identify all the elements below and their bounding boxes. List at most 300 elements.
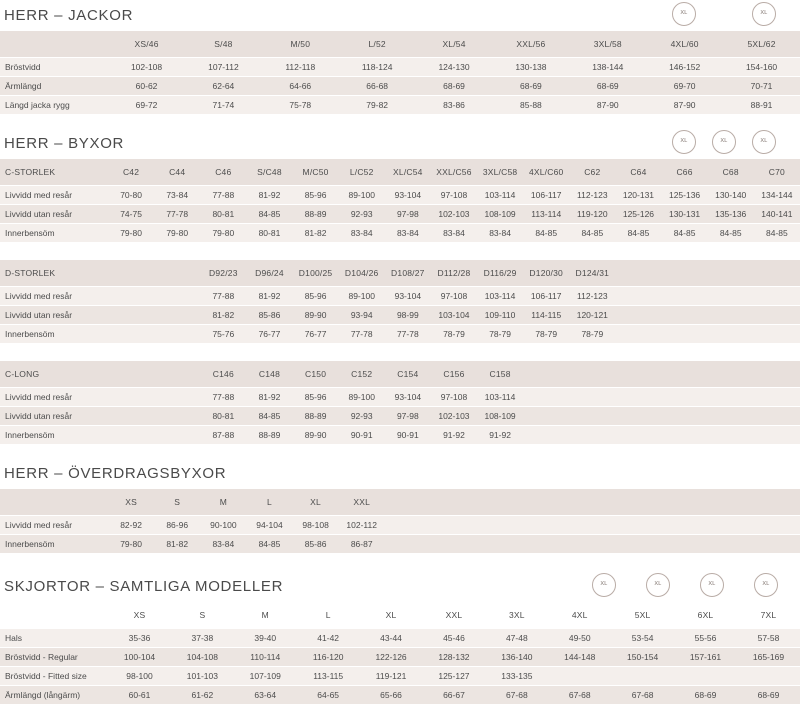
cell: 35-36 [108, 629, 171, 648]
table-header-row [0, 489, 800, 516]
cell [477, 516, 523, 535]
cell: 89-90 [293, 306, 339, 325]
row-label: Bröstvidd - Fitted size [0, 667, 108, 686]
cell: 84-85 [662, 224, 708, 243]
table-row [0, 667, 800, 686]
cell [737, 667, 800, 686]
row-label: Bröstvidd - Regular [0, 648, 108, 667]
cell: 87-90 [646, 96, 723, 115]
cell: 79-80 [108, 224, 154, 243]
col-head: XL [293, 489, 339, 516]
cell: 88-89 [246, 426, 292, 445]
col-head: XXL/56 [492, 31, 569, 58]
cell: 113-114 [523, 205, 569, 224]
cell [754, 426, 800, 445]
cell: 109-110 [477, 306, 523, 325]
cell: 89-90 [293, 426, 339, 445]
cell [708, 388, 754, 407]
col-head: D-STORLEK [0, 260, 108, 287]
cell: 63-64 [234, 686, 297, 704]
size-badge-icon [672, 2, 696, 26]
cell: 78-79 [477, 325, 523, 344]
cell [611, 667, 674, 686]
col-head: D108/27 [385, 260, 431, 287]
cell: 84-85 [523, 224, 569, 243]
cell [431, 535, 477, 554]
row-label: Innerbensöm [0, 426, 108, 445]
cell: 84-85 [615, 224, 661, 243]
cell: 75-76 [200, 325, 246, 344]
cell: 69-72 [108, 96, 185, 115]
cell [615, 287, 661, 306]
cell: 108-109 [477, 407, 523, 426]
cell: 103-114 [477, 287, 523, 306]
cell: 76-77 [293, 325, 339, 344]
cell: 57-58 [737, 629, 800, 648]
cell [477, 535, 523, 554]
cell: 146-152 [646, 58, 723, 77]
cell: 45-46 [423, 629, 486, 648]
cell: 112-123 [569, 287, 615, 306]
table-row [0, 325, 800, 344]
cell: 103-104 [431, 306, 477, 325]
cell: 77-88 [200, 186, 246, 205]
cell: 85-96 [293, 287, 339, 306]
cell: 85-86 [293, 535, 339, 554]
cell: 66-67 [423, 686, 486, 704]
cell: 103-114 [477, 186, 523, 205]
cell: 68-69 [416, 77, 493, 96]
cell: 102-103 [431, 205, 477, 224]
cell: 97-98 [385, 407, 431, 426]
col-head: C70 [754, 159, 800, 186]
cell: 138-144 [569, 58, 646, 77]
cell: 107-112 [185, 58, 262, 77]
cell: 77-88 [200, 388, 246, 407]
cell: 84-85 [754, 224, 800, 243]
col-head [569, 489, 615, 516]
cell: 77-78 [154, 205, 200, 224]
table-herr-overdragsbyxor [0, 489, 800, 553]
cell: 86-96 [154, 516, 200, 535]
section-herr-overdragsbyxor [0, 458, 800, 489]
cell [548, 667, 611, 686]
cell: 113-115 [297, 667, 360, 686]
cell [523, 535, 569, 554]
col-head: XL/C54 [385, 159, 431, 186]
cell: 67-68 [611, 686, 674, 704]
cell: 62-64 [185, 77, 262, 96]
section-herr-jackor [0, 0, 800, 31]
col-head: L/C52 [339, 159, 385, 186]
col-head: 4XL/C60 [523, 159, 569, 186]
row-label: Livvidd utan resår [0, 407, 108, 426]
cell [569, 516, 615, 535]
cell: 93-94 [339, 306, 385, 325]
cell: 89-100 [339, 287, 385, 306]
col-head: S [171, 602, 234, 629]
col-head: XS [108, 489, 154, 516]
col-head [708, 361, 754, 388]
col-head [154, 260, 200, 287]
cell: 37-38 [171, 629, 234, 648]
badge-label: XL [720, 139, 727, 145]
cell [662, 535, 708, 554]
cell: 87-88 [200, 426, 246, 445]
cell: 49-50 [548, 629, 611, 648]
cell: 136-140 [485, 648, 548, 667]
cell [108, 287, 154, 306]
cell [662, 306, 708, 325]
col-head [708, 260, 754, 287]
cell [569, 426, 615, 445]
col-head: 3XL/C58 [477, 159, 523, 186]
cell: 66-68 [339, 77, 416, 96]
cell: 92-93 [339, 205, 385, 224]
cell: 125-126 [615, 205, 661, 224]
cell [523, 516, 569, 535]
col-head: XXL/C56 [431, 159, 477, 186]
cell: 125-127 [423, 667, 486, 686]
row-label: Bröstvidd [0, 58, 108, 77]
cell [674, 667, 737, 686]
cell [154, 325, 200, 344]
col-head [0, 489, 108, 516]
col-head [477, 489, 523, 516]
cell: 68-69 [569, 77, 646, 96]
cell: 79-82 [339, 96, 416, 115]
cell: 67-68 [548, 686, 611, 704]
cell: 84-85 [708, 224, 754, 243]
cell: 80-81 [200, 407, 246, 426]
cell: 80-81 [200, 205, 246, 224]
cell: 81-82 [154, 535, 200, 554]
cell: 90-91 [385, 426, 431, 445]
cell: 102-103 [431, 407, 477, 426]
col-head: M/50 [262, 31, 339, 58]
cell: 92-93 [339, 407, 385, 426]
col-head: D124/31 [569, 260, 615, 287]
cell [523, 407, 569, 426]
cell: 82-92 [108, 516, 154, 535]
cell [569, 407, 615, 426]
table-row [0, 426, 800, 445]
cell: 90-100 [200, 516, 246, 535]
table-row [0, 96, 800, 115]
col-head [431, 489, 477, 516]
cell [615, 388, 661, 407]
cell: 97-108 [431, 186, 477, 205]
col-head: XL/54 [416, 31, 493, 58]
cell: 94-104 [246, 516, 292, 535]
cell: 107-109 [234, 667, 297, 686]
cell: 130-140 [708, 186, 754, 205]
cell [154, 287, 200, 306]
col-head [0, 602, 108, 629]
cell [662, 287, 708, 306]
col-head: D96/24 [246, 260, 292, 287]
cell: 118-124 [339, 58, 416, 77]
cell [708, 287, 754, 306]
cell: 77-78 [339, 325, 385, 344]
cell [615, 407, 661, 426]
cell [754, 287, 800, 306]
cell: 85-96 [293, 186, 339, 205]
col-head: D112/28 [431, 260, 477, 287]
cell: 110-114 [234, 648, 297, 667]
cell: 70-71 [723, 77, 800, 96]
cell: 83-84 [200, 535, 246, 554]
cell [523, 426, 569, 445]
col-head: C150 [293, 361, 339, 388]
badge-label: XL [654, 582, 661, 588]
cell: 165-169 [737, 648, 800, 667]
cell: 65-66 [360, 686, 423, 704]
cell [154, 407, 200, 426]
col-head: C-LONG [0, 361, 108, 388]
row-label: Innerbensöm [0, 224, 108, 243]
cell: 125-136 [662, 186, 708, 205]
cell: 86-87 [339, 535, 385, 554]
col-head: M [200, 489, 246, 516]
cell: 120-131 [615, 186, 661, 205]
cell: 81-82 [200, 306, 246, 325]
cell: 79-80 [154, 224, 200, 243]
cell [662, 426, 708, 445]
section-title: SKJORTOR – SAMTLIGA MODELLER [0, 571, 800, 602]
size-badge-icon [700, 573, 724, 597]
col-head: S/48 [185, 31, 262, 58]
col-head [662, 489, 708, 516]
row-label: Livvidd med resår [0, 516, 108, 535]
cell [431, 516, 477, 535]
cell: 112-123 [569, 186, 615, 205]
cell [108, 426, 154, 445]
cell: 157-161 [674, 648, 737, 667]
cell: 114-115 [523, 306, 569, 325]
col-head: 7XL [737, 602, 800, 629]
cell: 89-100 [339, 186, 385, 205]
col-head: 5XL [611, 602, 674, 629]
col-head [385, 489, 431, 516]
col-head: C62 [569, 159, 615, 186]
cell: 83-86 [416, 96, 493, 115]
badge-label: XL [760, 11, 767, 17]
cell: 100-104 [108, 648, 171, 667]
cell: 98-99 [385, 306, 431, 325]
cell: 93-104 [385, 287, 431, 306]
cell: 102-112 [339, 516, 385, 535]
table-row [0, 287, 800, 306]
section-title: HERR – ÖVERDRAGSBYXOR [0, 458, 800, 489]
table-row [0, 535, 800, 554]
cell [615, 426, 661, 445]
col-head [662, 361, 708, 388]
cell: 98-100 [108, 667, 171, 686]
cell: 88-89 [293, 407, 339, 426]
table-row [0, 629, 800, 648]
col-head: XS [108, 602, 171, 629]
cell: 112-118 [262, 58, 339, 77]
cell [615, 516, 661, 535]
col-head: M [234, 602, 297, 629]
badge-label: XL [760, 139, 767, 145]
cell: 87-90 [569, 96, 646, 115]
table-header-row-c [0, 159, 800, 186]
cell: 68-69 [737, 686, 800, 704]
cell: 83-84 [339, 224, 385, 243]
size-badge-icon [752, 2, 776, 26]
cell [708, 516, 754, 535]
cell: 75-78 [262, 96, 339, 115]
cell: 106-117 [523, 186, 569, 205]
cell: 61-62 [171, 686, 234, 704]
cell [385, 535, 431, 554]
cell: 81-82 [293, 224, 339, 243]
cell: 130-138 [492, 58, 569, 77]
cell [108, 388, 154, 407]
cell [708, 325, 754, 344]
size-badge-icon [646, 573, 670, 597]
section-title: HERR – BYXOR [0, 128, 800, 159]
col-head [523, 489, 569, 516]
cell [108, 407, 154, 426]
col-head: D104/26 [339, 260, 385, 287]
cell: 97-108 [431, 388, 477, 407]
col-head: D92/23 [200, 260, 246, 287]
table-herr-byxor [0, 159, 800, 444]
cell: 120-121 [569, 306, 615, 325]
cell: 85-96 [293, 388, 339, 407]
cell: 76-77 [246, 325, 292, 344]
row-label: Hals [0, 629, 108, 648]
cell: 39-40 [234, 629, 297, 648]
cell: 68-69 [674, 686, 737, 704]
cell: 133-135 [485, 667, 548, 686]
col-head [662, 260, 708, 287]
row-label: Ärmlängd [0, 77, 108, 96]
cell: 41-42 [297, 629, 360, 648]
table-spacer [0, 343, 800, 361]
col-head: L [297, 602, 360, 629]
row-label: Innerbensöm [0, 325, 108, 344]
row-label: Livvidd utan resår [0, 306, 108, 325]
cell [662, 325, 708, 344]
cell: 67-68 [485, 686, 548, 704]
cell: 102-108 [108, 58, 185, 77]
cell: 84-85 [246, 407, 292, 426]
col-head: XL [360, 602, 423, 629]
cell: 98-108 [293, 516, 339, 535]
table-row [0, 186, 800, 205]
table-header-row [0, 31, 800, 58]
col-head: M/C50 [293, 159, 339, 186]
col-head: 4XL [548, 602, 611, 629]
cell: 70-80 [108, 186, 154, 205]
cell: 78-79 [569, 325, 615, 344]
table-row [0, 648, 800, 667]
cell [662, 516, 708, 535]
cell: 71-74 [185, 96, 262, 115]
cell [108, 325, 154, 344]
col-head: 3XL [485, 602, 548, 629]
cell: 53-54 [611, 629, 674, 648]
cell: 83-84 [431, 224, 477, 243]
cell: 47-48 [485, 629, 548, 648]
cell [754, 306, 800, 325]
cell: 83-84 [385, 224, 431, 243]
row-label: Livvidd med resår [0, 186, 108, 205]
table-row [0, 388, 800, 407]
cell: 64-66 [262, 77, 339, 96]
cell [615, 306, 661, 325]
col-head [754, 489, 800, 516]
cell: 85-86 [246, 306, 292, 325]
cell: 77-88 [200, 287, 246, 306]
col-head: XS/46 [108, 31, 185, 58]
cell: 140-141 [754, 205, 800, 224]
col-head [615, 361, 661, 388]
col-head: 6XL [674, 602, 737, 629]
col-head: C44 [154, 159, 200, 186]
cell: 84-85 [569, 224, 615, 243]
table-header-row-clong [0, 361, 800, 388]
col-head: 5XL/62 [723, 31, 800, 58]
cell: 97-108 [431, 287, 477, 306]
col-head: S/C48 [246, 159, 292, 186]
cell: 91-92 [477, 426, 523, 445]
cell: 91-92 [431, 426, 477, 445]
col-head [615, 260, 661, 287]
table-skjortor [0, 602, 800, 704]
size-badge-icon [752, 130, 776, 154]
cell: 103-114 [477, 388, 523, 407]
table-row [0, 407, 800, 426]
col-head [615, 489, 661, 516]
size-badge-icon [712, 130, 736, 154]
table-row [0, 686, 800, 704]
cell [662, 388, 708, 407]
cell [569, 388, 615, 407]
cell: 108-109 [477, 205, 523, 224]
cell [754, 535, 800, 554]
cell: 80-81 [246, 224, 292, 243]
col-head: C64 [615, 159, 661, 186]
cell: 128-132 [423, 648, 486, 667]
cell: 81-92 [246, 186, 292, 205]
col-head: L/52 [339, 31, 416, 58]
col-head: C158 [477, 361, 523, 388]
cell [754, 516, 800, 535]
row-label: Ärmlängd (långärm) [0, 686, 108, 704]
cell: 97-98 [385, 205, 431, 224]
cell: 79-80 [108, 535, 154, 554]
cell: 69-70 [646, 77, 723, 96]
cell [708, 306, 754, 325]
cell [385, 516, 431, 535]
cell: 55-56 [674, 629, 737, 648]
col-head: D116/29 [477, 260, 523, 287]
col-head [0, 31, 108, 58]
col-head [754, 361, 800, 388]
cell [708, 407, 754, 426]
col-head: 3XL/58 [569, 31, 646, 58]
cell: 119-120 [569, 205, 615, 224]
col-head [154, 361, 200, 388]
cell: 88-89 [293, 205, 339, 224]
col-head: C154 [385, 361, 431, 388]
page-title: HERR – JACKOR [0, 0, 800, 31]
